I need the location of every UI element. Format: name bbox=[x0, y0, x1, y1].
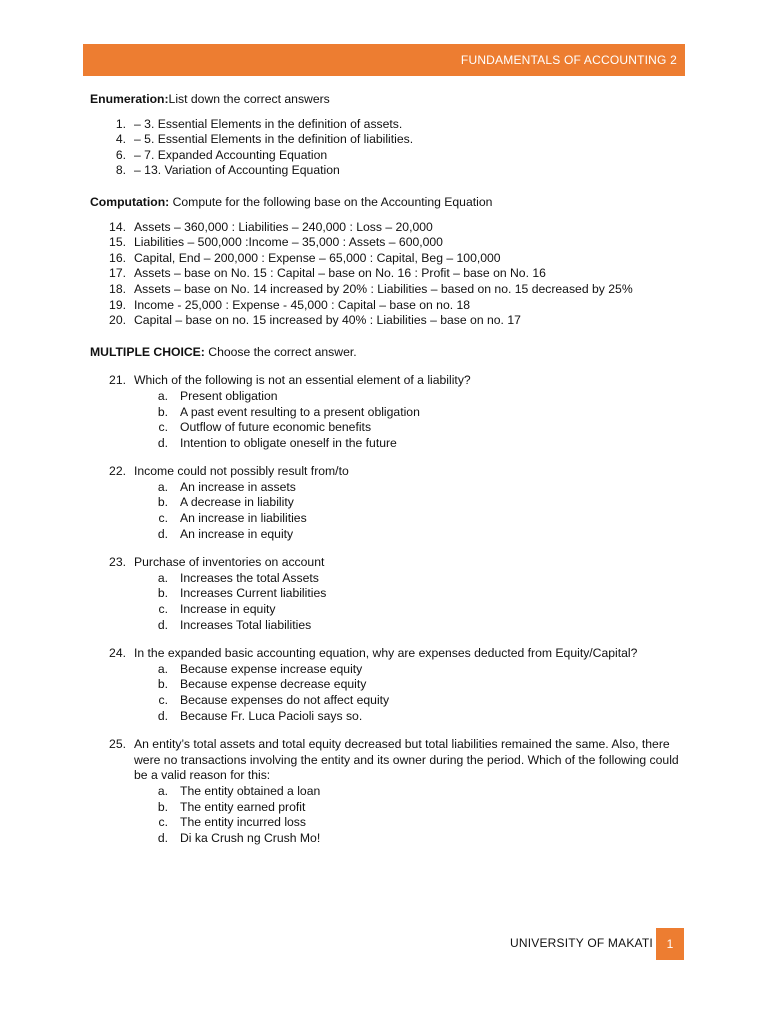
question-stem bbox=[90, 373, 682, 389]
option-letter: a. bbox=[157, 783, 168, 798]
computation-item-number: 19. bbox=[109, 297, 126, 312]
computation-item-number: 20. bbox=[109, 313, 126, 328]
option-letter: b. bbox=[157, 586, 168, 601]
computation-item bbox=[90, 313, 682, 329]
question-stem bbox=[90, 555, 682, 571]
question-stem bbox=[90, 464, 682, 480]
option-text: Increases Current liabilities bbox=[180, 586, 327, 601]
computation-item-text: Assets – base on No. 15 : Capital – base on No. 16 : Profit – base on No. 16 bbox=[134, 266, 546, 281]
option-text: An increase in liabilities bbox=[180, 511, 307, 526]
option-letter: c. bbox=[158, 602, 168, 617]
enumeration-item bbox=[90, 163, 682, 179]
computation-item-text: Capital – base on no. 15 increased by 40% : Liabilities – base on no. 17 bbox=[134, 313, 521, 328]
computation-heading bbox=[90, 195, 682, 211]
enumeration-item bbox=[90, 132, 682, 148]
computation-label: Computation: bbox=[90, 194, 170, 209]
option-text: Increase in equity bbox=[180, 602, 276, 617]
enumeration-instruction: List down the correct answers bbox=[168, 92, 330, 106]
document-body bbox=[90, 92, 682, 846]
answer-option bbox=[90, 662, 682, 678]
answer-option bbox=[90, 709, 682, 725]
enumeration-item-number: 1. bbox=[115, 116, 126, 131]
computation-item bbox=[90, 251, 682, 267]
option-text: Present obligation bbox=[180, 388, 278, 403]
multiple-choice-heading bbox=[90, 345, 682, 361]
option-letter: d. bbox=[157, 830, 168, 845]
computation-item bbox=[90, 298, 682, 314]
option-letter: c. bbox=[158, 815, 168, 830]
answer-option bbox=[90, 693, 682, 709]
computation-item-number: 16. bbox=[109, 250, 126, 265]
option-letter: d. bbox=[157, 708, 168, 723]
computation-item-text: Capital, End – 200,000 : Expense – 65,000 : Capital, Beg – 100,000 bbox=[134, 250, 501, 265]
question-text: In the expanded basic accounting equation, why are expenses deducted from Equity/Capital? bbox=[134, 646, 638, 661]
footer-school: UNIVERSITY OF MAKATI bbox=[510, 936, 653, 950]
computation-item-number: 14. bbox=[109, 219, 126, 234]
option-letter: c. bbox=[158, 693, 168, 707]
question-text: An entity’s total assets and total equity decreased but total liabilities remained the same. Also, there were no transactions involving the entity and its owner during the period. Which of the following could be a valid reason for this: bbox=[134, 737, 679, 783]
option-text: Increases the total Assets bbox=[180, 570, 319, 585]
enumeration-label: Enumeration: bbox=[90, 92, 169, 106]
multiple-choice-list bbox=[90, 373, 682, 846]
option-text: Because expense increase equity bbox=[180, 661, 363, 676]
option-letter: b. bbox=[157, 495, 168, 510]
option-letter: b. bbox=[157, 404, 168, 419]
option-text: Increases Total liabilities bbox=[180, 617, 312, 632]
option-letter: a. bbox=[157, 570, 168, 585]
enumeration-item-number: 6. bbox=[115, 147, 126, 162]
answer-option bbox=[90, 480, 682, 496]
enumeration-item-number: 8. bbox=[115, 163, 126, 178]
enumeration-item-text: – 7. Expanded Accounting Equation bbox=[134, 147, 328, 162]
question-number: 21. bbox=[109, 373, 126, 388]
enumeration-item bbox=[90, 148, 682, 164]
question-number: 24. bbox=[109, 646, 126, 661]
answer-option bbox=[90, 602, 682, 618]
option-letter: b. bbox=[157, 799, 168, 814]
multiple-choice-label: MULTIPLE CHOICE: bbox=[90, 344, 205, 359]
option-letter: a. bbox=[157, 479, 168, 494]
header-bar bbox=[83, 44, 685, 76]
enumeration-list bbox=[90, 117, 682, 179]
option-letter: d. bbox=[157, 617, 168, 632]
option-text: The entity incurred loss bbox=[180, 815, 306, 830]
computation-list bbox=[90, 220, 682, 329]
option-text: The entity obtained a loan bbox=[180, 783, 321, 798]
question-text: Which of the following is not an essential element of a liability? bbox=[134, 373, 471, 388]
option-text: A decrease in liability bbox=[180, 495, 294, 510]
answer-option bbox=[90, 800, 682, 816]
header-title: FUNDAMENTALS OF ACCOUNTING 2 bbox=[460, 53, 677, 67]
option-letter: a. bbox=[157, 661, 168, 676]
answer-option bbox=[90, 389, 682, 405]
option-letter: c. bbox=[158, 511, 168, 526]
page-number: 1 bbox=[656, 928, 684, 960]
computation-item-number: 15. bbox=[109, 235, 126, 250]
option-text: Because Fr. Luca Pacioli says so. bbox=[180, 708, 363, 723]
question-number: 22. bbox=[109, 464, 126, 479]
computation-item-text: Income - 25,000 : Expense - 45,000 : Capital – base on no. 18 bbox=[134, 297, 471, 312]
computation-item-text: Liabilities – 500,000 :Income – 35,000 : Assets – 600,000 bbox=[134, 235, 443, 250]
enumeration-heading bbox=[90, 92, 682, 108]
enumeration-item-number: 4. bbox=[115, 132, 126, 147]
answer-option bbox=[90, 527, 682, 543]
answer-option bbox=[90, 677, 682, 693]
answer-option bbox=[90, 571, 682, 587]
option-letter: a. bbox=[157, 388, 168, 403]
option-text: A past event resulting to a present obligation bbox=[180, 404, 420, 419]
option-letter: d. bbox=[157, 435, 168, 450]
computation-item bbox=[90, 266, 682, 282]
answer-option bbox=[90, 420, 682, 436]
computation-instruction: Compute for the following base on the Accounting Equation bbox=[169, 194, 493, 209]
question-text: Income could not possibly result from/to bbox=[134, 464, 349, 479]
answer-option bbox=[90, 618, 682, 634]
question-block bbox=[90, 737, 682, 846]
option-letter: c. bbox=[158, 420, 168, 435]
computation-item bbox=[90, 235, 682, 251]
option-text: Outflow of future economic benefits bbox=[180, 420, 372, 435]
question-block bbox=[90, 646, 682, 724]
computation-item bbox=[90, 282, 682, 298]
option-text: Di ka Crush ng Crush Mo! bbox=[180, 830, 321, 845]
question-block bbox=[90, 373, 682, 451]
enumeration-item-text: – 3. Essential Elements in the definition of assets. bbox=[134, 116, 403, 131]
question-block bbox=[90, 464, 682, 542]
question-number: 23. bbox=[109, 555, 126, 570]
enumeration-item-text: – 13. Variation of Accounting Equation bbox=[134, 163, 340, 178]
computation-item-number: 18. bbox=[109, 281, 126, 296]
answer-option bbox=[90, 586, 682, 602]
question-block bbox=[90, 555, 682, 633]
option-text: Intention to obligate oneself in the future bbox=[180, 435, 397, 450]
question-stem bbox=[90, 737, 682, 784]
answer-option bbox=[90, 784, 682, 800]
answer-option bbox=[90, 815, 682, 831]
option-text: The entity earned profit bbox=[180, 799, 306, 814]
computation-item bbox=[90, 220, 682, 236]
option-text: Because expense decrease equity bbox=[180, 677, 367, 692]
answer-option bbox=[90, 831, 682, 847]
computation-item-number: 17. bbox=[109, 266, 126, 281]
option-letter: d. bbox=[157, 526, 168, 541]
question-number: 25. bbox=[109, 737, 126, 752]
option-letter: b. bbox=[157, 677, 168, 692]
option-text: An increase in assets bbox=[180, 479, 296, 494]
answer-option bbox=[90, 436, 682, 452]
question-stem bbox=[90, 646, 682, 662]
question-text: Purchase of inventories on account bbox=[134, 555, 325, 570]
enumeration-item-text: – 5. Essential Elements in the definition of liabilities. bbox=[134, 132, 414, 147]
answer-option bbox=[90, 511, 682, 527]
computation-item-text: Assets – base on No. 14 increased by 20% : Liabilities – based on no. 15 decreased by 25% bbox=[134, 281, 633, 296]
answer-option bbox=[90, 495, 682, 511]
answer-option bbox=[90, 405, 682, 421]
computation-item-text: Assets – 360,000 : Liabilities – 240,000 : Loss – 20,000 bbox=[134, 219, 433, 234]
multiple-choice-instruction: Choose the correct answer. bbox=[204, 344, 357, 359]
enumeration-item bbox=[90, 117, 682, 133]
option-text: An increase in equity bbox=[180, 526, 294, 541]
option-text: Because expenses do not affect equity bbox=[180, 693, 390, 707]
